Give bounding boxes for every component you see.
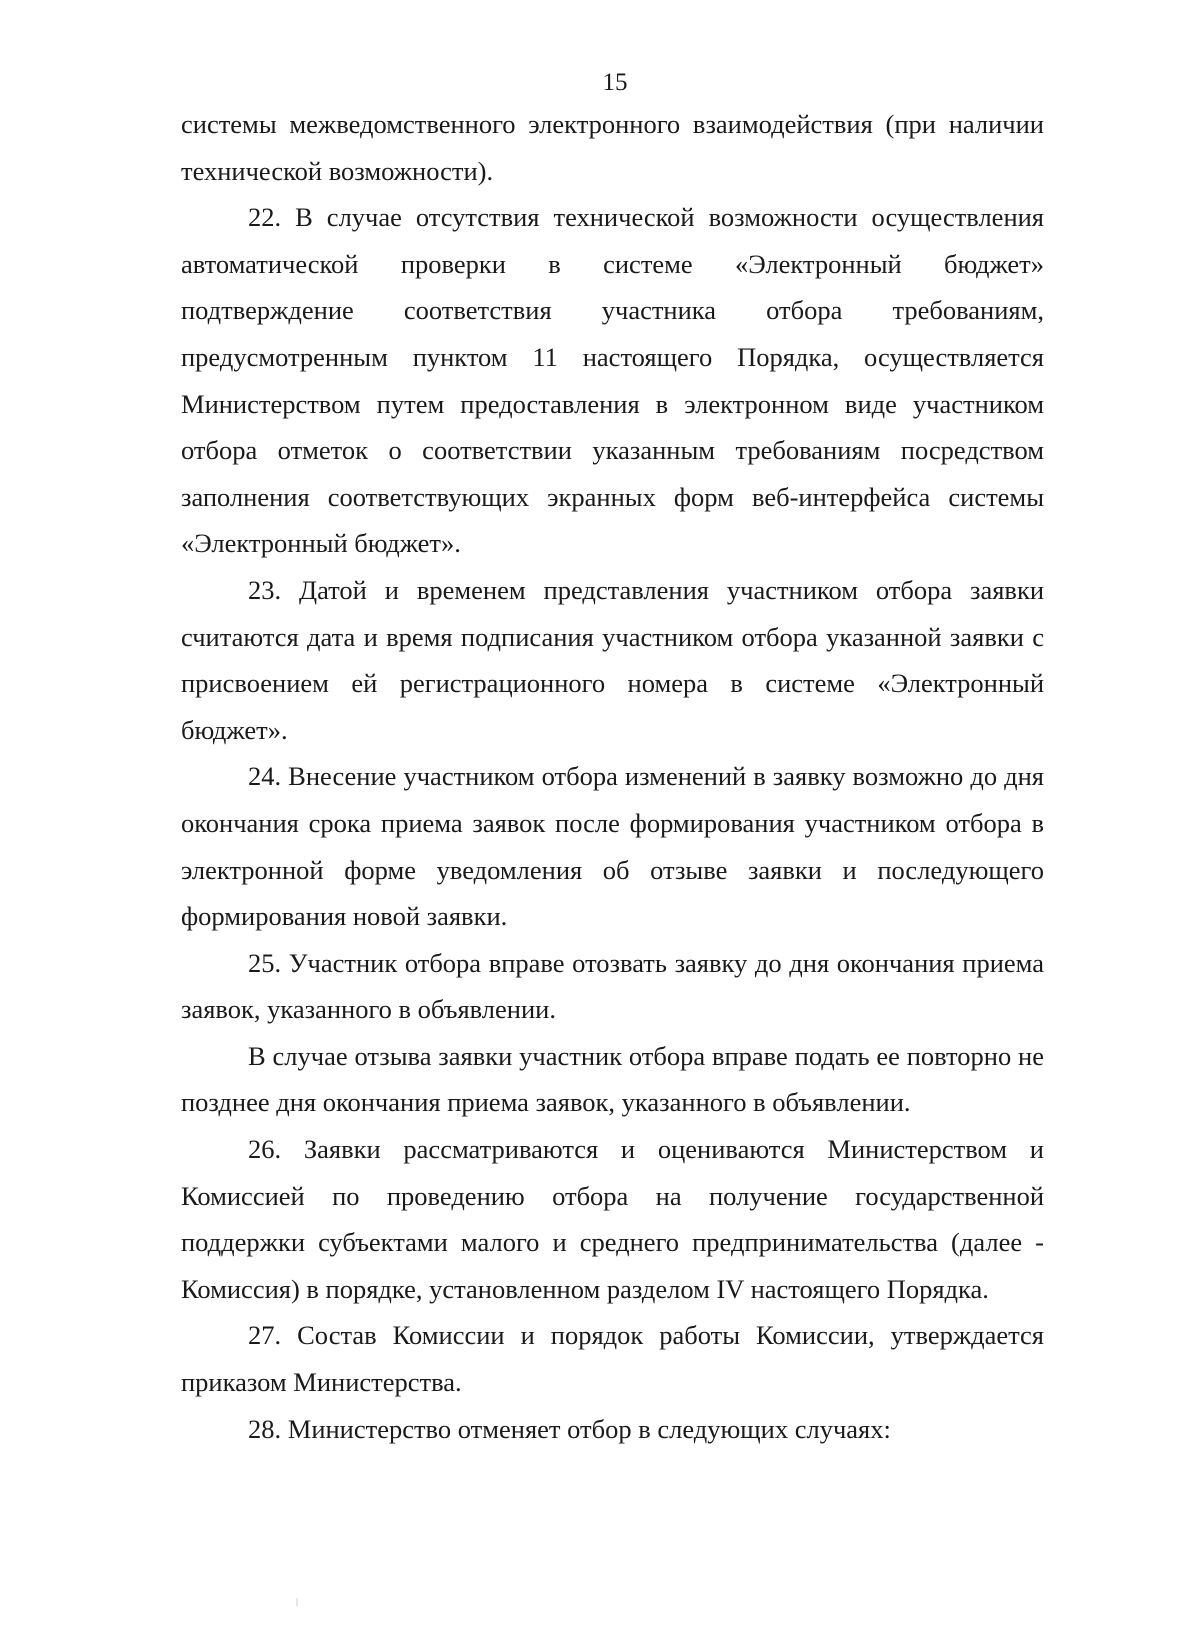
paragraph-24: 24. Внесение участником отбора изменений в заявку возможно до дня окончания срока приема заявок после формирования участником отбора в электронной форме уведомления об отзыве заявки и последующего формирования новой заявки. [181,761,1044,932]
document-body [181,101,1044,1452]
paragraph-23: 23. Датой и временем представления участником отбора заявки считаются дата и время подписания участником отбора указанной заявки с присвоением ей регистрационного номера в системе «Электронный бюджет». [181,574,1044,745]
page-number: 15 [602,69,628,96]
paragraph-22: 22. В случае отсутствия технической возможности осуществления автоматической проверки в системе «Электронный бюджет» подтверждение соответствия участника отбора требованиям, предусмотренным пунктом 11 настоящего Порядка, осуществляется Министерством путем предоставления в электронном виде участником отбора отметок о соответствии указанным требованиям посредством заполнения соответствующих экранных форм веб-интерфейса системы «Электронный бюджет». [181,202,1044,559]
paragraph-25: 25. Участник отбора вправе отозвать заявку до дня окончания приема заявок, указанного в объявлении. [181,947,1044,1025]
paragraph-27: 27. Состав Комиссии и порядок работы Комиссии, утверждается приказом Министерства. [181,1320,1044,1398]
paragraph-26: 26. Заявки рассматриваются и оцениваются Министерством и Комиссией по проведению отбора на получение государственной поддержки субъектами малого и среднего предпринимательства (далее - Комиссия) в порядке, установленном разделом IV настоящего Порядка. [181,1134,1044,1304]
scan-artifact [296,1598,298,1606]
paragraph-25-continuation: В случае отзыва заявки участник отбора вправе подать ее повторно не позднее дня окончания приема заявок, указанного в объявлении. [181,1040,1044,1118]
paragraph-28: 28. Министерство отменяет отбор в следующих случаях: [248,1413,891,1444]
paragraph-continuation: системы межведомственного электронного взаимодействия (при наличии технической возможности). [181,109,1044,186]
